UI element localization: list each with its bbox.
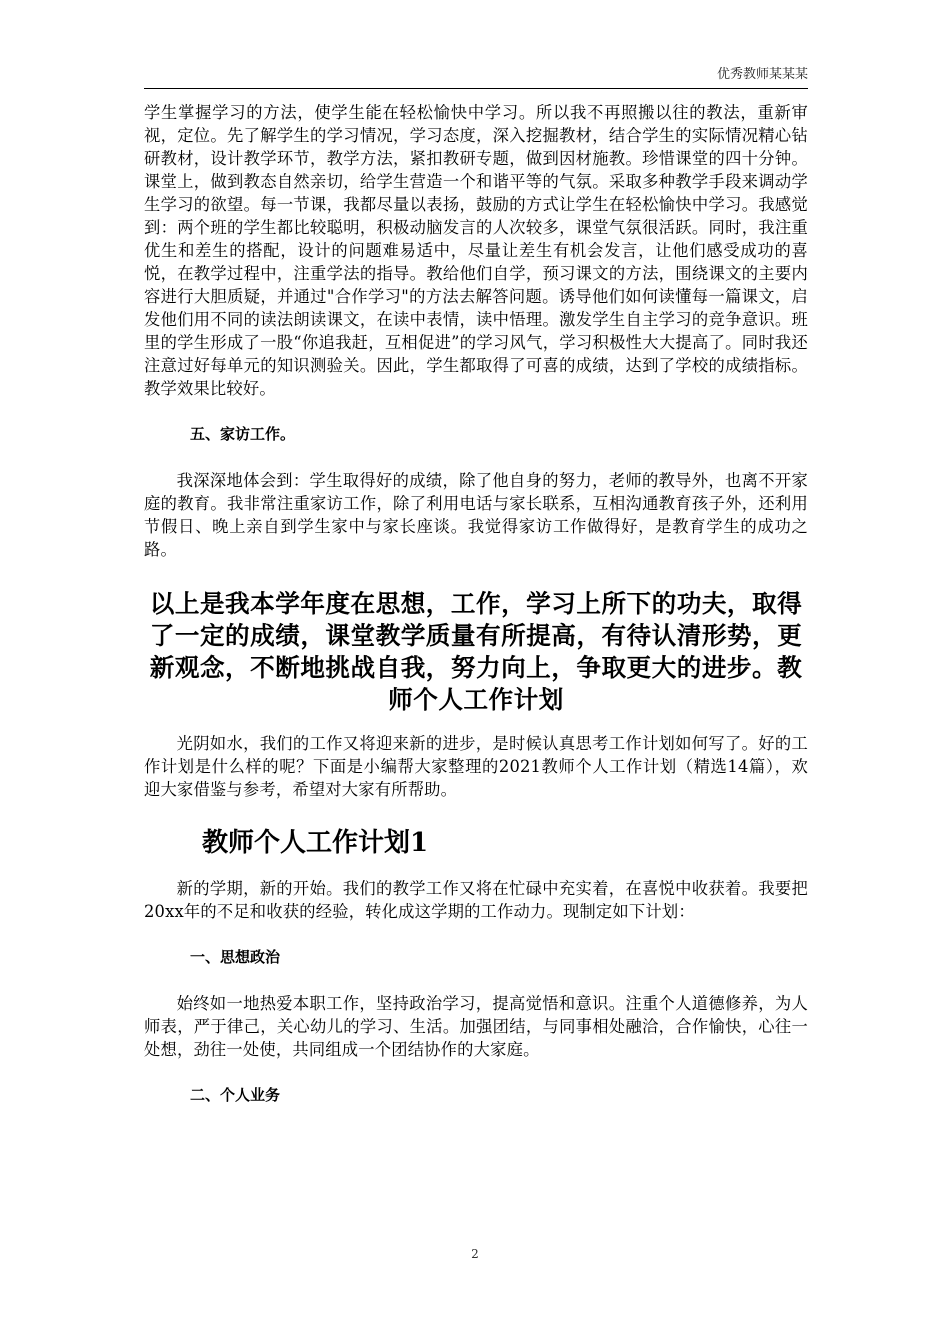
page-header — [144, 62, 808, 89]
header-author: 优秀教师某某某 — [716, 67, 808, 82]
paragraph-home-visit: 我深深地体会到：学生取得好的成绩，除了他自身的努力，老师的教导外，也离不开家庭的教育。我非常注重家访工作，除了利用电话与家长联系，互相沟通教育孩子外，还利用节假日、晚上亲自到学生家中与家长座谈。我觉得家访工作做得好，是教育学生的成功之路。 — [144, 471, 808, 559]
paragraph-intro: 光阴如水，我们的工作又将迎来新的进步，是时候认真思考工作计划如何写了。好的工作计划是什么样的呢？下面是小编帮大家整理的2021教师个人工作计划（精选14篇），欢迎大家借鉴与参考，希望对大家有所帮助。 — [144, 734, 808, 799]
paragraph-politics: 始终如一地热爱本职工作，坚持政治学习，提高觉悟和意识。注重个人道德修养，为人师表，严于律己，关心幼儿的学习、生活。加强团结，与同事相处融洽，合作愉快，心往一处想，劲往一处使，共同组成一个团结协作的大家庭。 — [144, 994, 808, 1059]
paragraph-new-semester: 新的学期，新的开始。我们的教学工作又将在忙碌中充实着，在喜悦中收获着。我要把20xx年的不足和收获的经验，转化成这学期的工作动力。现制定如下计划： — [144, 879, 808, 921]
paragraph-teaching-method: 学生掌握学习的方法，使学生能在轻松愉快中学习。所以我不再照搬以往的教法，重新审视，定位。先了解学生的学习情况，学习态度，深入挖掘教材，结合学生的实际情况精心钻研教材，设计教学环节，教学方法，紧扣教研专题，做到因材施教。珍惜课堂的四十分钟。课堂上，做到教态自然亲切，给学生营造一个和谐平等的气氛。采取多种教学手段来调动学生学习的欲望。每一节课，我都尽量以表扬，鼓励的方式让学生在轻松愉快中学习。我感觉到：两个班的学生都比较聪明，积极动脑发言的人次较多，课堂气氛很活跃。同时，我注重优生和差生的搭配，设计的问题难易适中，尽量让差生有机会发言，让他们感受成功的喜悦，在教学过程中，注重学法的指导。教给他们自学，预习课文的方法，围绕课文的主要内容进行大胆质疑，并通过"合作学习"的方法去解答问题。诱导他们如何读懂每一篇课文，启发他们用不同的读法朗读课文，在读中表情，读中悟理。激发学生自主学习的竞争意识。班里的学生形成了一股“你追我赶，互相促进”的学习风气，学习积极性大大提高了。同时我还注意过好每单元的知识测验关。因此，学生都取得了可喜的成绩，达到了学校的成绩指标。教学效果比较好。 — [144, 103, 808, 398]
document-body — [144, 101, 808, 1107]
section-heading-politics: 一、思想政治 — [190, 948, 281, 966]
summary-heading: 以上是我本学年度在思想，工作，学习上所下的功夫，取得了一定的成绩，课堂教学质量有所提高，有待认清形势，更新观念，不断地挑战自我，努力向上，争取更大的进步。教师个人工作计划 — [149, 589, 803, 714]
plan-title-1: 教师个人工作计划1 — [202, 828, 429, 858]
page-number: 2 — [471, 1247, 479, 1261]
section-heading-home-visit: 五、家访工作。 — [190, 425, 296, 443]
section-heading-business: 二、个人业务 — [190, 1086, 281, 1104]
